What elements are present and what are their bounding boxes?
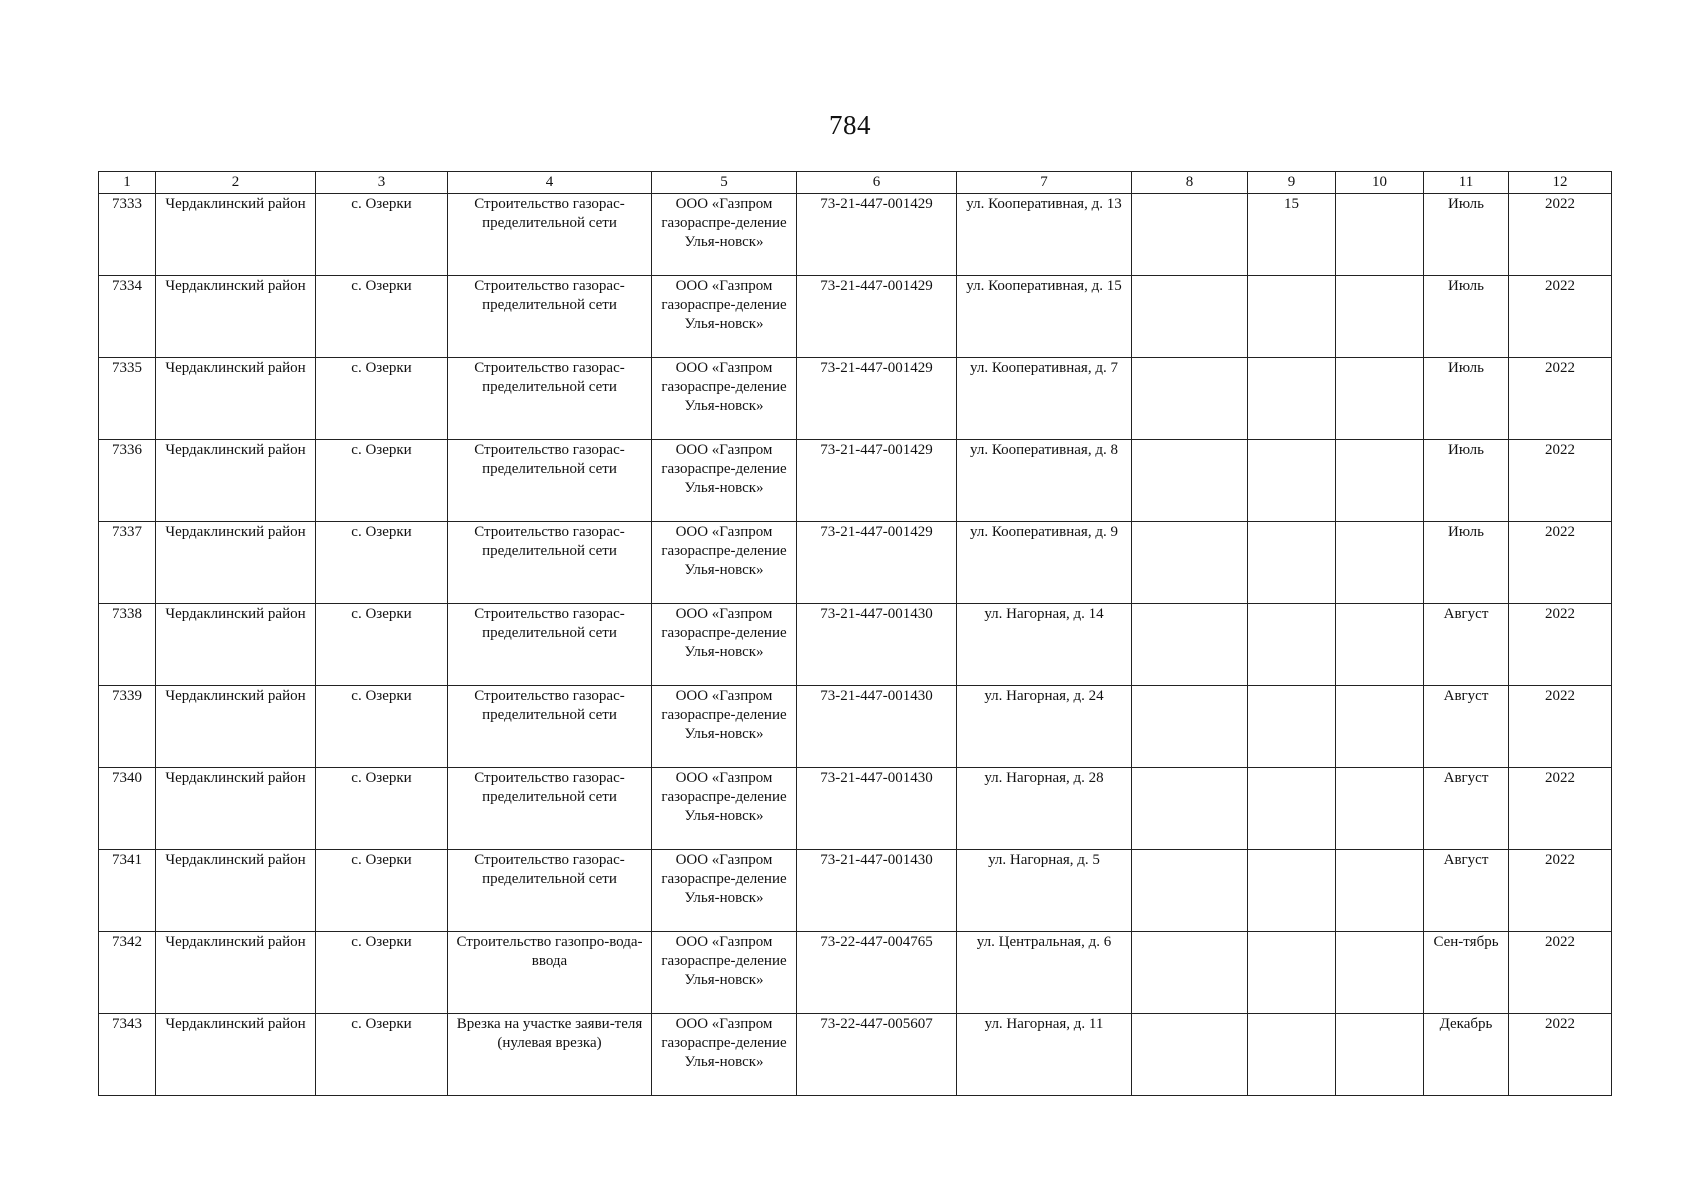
cell-organization: [652, 850, 797, 932]
cell-text: с. Озерки: [351, 278, 412, 294]
cell-registration-number: [797, 850, 957, 932]
cell-col-10: [1336, 358, 1424, 440]
cell-text: ул. Центральная, д. 6: [976, 934, 1112, 950]
cell-text: ул. Кооперативная, д. 9: [970, 524, 1118, 540]
cell-registration-number: [797, 604, 957, 686]
cell-col-8: [1132, 850, 1248, 932]
cell-text: 7339: [112, 688, 142, 704]
cell-text: с. Озерки: [351, 442, 412, 458]
cell-organization: [652, 768, 797, 850]
cell-district: [156, 276, 316, 358]
cell-text: ул. Нагорная, д. 11: [984, 1016, 1104, 1032]
cell-text: Чердаклинский район: [165, 442, 306, 458]
cell-text: 73-21-447-001430: [820, 852, 933, 868]
cell-text: ООО «Газпром газораспре-деление Улья-новск»: [661, 442, 787, 496]
cell-text: 7333: [112, 196, 142, 212]
cell-text: Строительство газорас-пределительной сети: [474, 196, 625, 231]
cell-text: Врезка на участке заяви-теля (нулевая врезка): [456, 1016, 643, 1051]
cell-text: ул. Нагорная, д. 5: [988, 852, 1100, 868]
cell-text: Чердаклинский район: [165, 770, 306, 786]
cell-address: [957, 1014, 1132, 1096]
cell-district: [156, 686, 316, 768]
cell-address: [957, 850, 1132, 932]
cell-text: с. Озерки: [351, 688, 412, 704]
cell-year: [1509, 850, 1612, 932]
cell-text: Чердаклинский район: [165, 360, 306, 376]
cell-text: Август: [1443, 688, 1489, 704]
cell-year: [1509, 932, 1612, 1014]
cell-district: [156, 522, 316, 604]
cell-text: 7342: [112, 934, 142, 950]
cell-text: Чердаклинский район: [165, 934, 306, 950]
cell-row-number: [99, 276, 156, 358]
cell-text: ул. Нагорная, д. 14: [984, 606, 1104, 622]
cell-registration-number: [797, 276, 957, 358]
cell-text: с. Озерки: [351, 524, 412, 540]
cell-col-9: [1248, 522, 1336, 604]
table-body: [99, 194, 1612, 1096]
cell-text: 2022: [1545, 770, 1575, 786]
cell-text: Чердаклинский район: [165, 852, 306, 868]
cell-col-9: [1248, 604, 1336, 686]
cell-row-number: [99, 194, 156, 276]
cell-registration-number: [797, 194, 957, 276]
cell-work-description: [448, 358, 652, 440]
cell-text: с. Озерки: [351, 1016, 412, 1032]
cell-month: [1424, 686, 1509, 768]
cell-organization: [652, 604, 797, 686]
table-row: [99, 276, 1612, 358]
cell-year: [1509, 522, 1612, 604]
cell-address: [957, 522, 1132, 604]
cell-col-10: [1336, 440, 1424, 522]
table-row: [99, 686, 1612, 768]
cell-work-description: [448, 440, 652, 522]
cell-registration-number: [797, 932, 957, 1014]
cell-month: [1424, 1014, 1509, 1096]
cell-text: 2022: [1545, 1016, 1575, 1032]
cell-text: Июль: [1448, 524, 1484, 540]
cell-col-8: [1132, 522, 1248, 604]
cell-text: ул. Кооперативная, д. 13: [966, 196, 1122, 212]
cell-text: Чердаклинский район: [165, 278, 306, 294]
column-header: 9: [1248, 172, 1336, 194]
table-row: [99, 850, 1612, 932]
cell-text: ул. Кооперативная, д. 8: [970, 442, 1118, 458]
cell-month: [1424, 194, 1509, 276]
cell-district: [156, 1014, 316, 1096]
table-row: [99, 194, 1612, 276]
cell-col-10: [1336, 1014, 1424, 1096]
cell-text: Чердаклинский район: [165, 688, 306, 704]
cell-text: 73-21-447-001429: [820, 442, 933, 458]
cell-district: [156, 604, 316, 686]
cell-text: 7341: [112, 852, 142, 868]
cell-settlement: [316, 276, 448, 358]
data-table: [98, 171, 1612, 1096]
column-header: 2: [156, 172, 316, 194]
cell-text: Строительство газорас-пределительной сети: [474, 524, 625, 559]
cell-month: [1424, 932, 1509, 1014]
cell-text: ООО «Газпром газораспре-деление Улья-новск»: [661, 278, 787, 332]
cell-text: с. Озерки: [351, 770, 412, 786]
cell-settlement: [316, 194, 448, 276]
cell-work-description: [448, 194, 652, 276]
cell-work-description: [448, 1014, 652, 1096]
cell-text: 73-21-447-001429: [820, 524, 933, 540]
cell-col-8: [1132, 358, 1248, 440]
cell-settlement: [316, 604, 448, 686]
cell-col-9: [1248, 194, 1336, 276]
cell-text: Строительство газорас-пределительной сети: [474, 770, 625, 805]
cell-month: [1424, 440, 1509, 522]
cell-col-8: [1132, 604, 1248, 686]
cell-col-9: [1248, 1014, 1336, 1096]
cell-organization: [652, 194, 797, 276]
cell-settlement: [316, 850, 448, 932]
cell-year: [1509, 686, 1612, 768]
cell-col-9: [1248, 358, 1336, 440]
cell-text: 7337: [112, 524, 142, 540]
cell-text: с. Озерки: [351, 606, 412, 622]
cell-text: 7338: [112, 606, 142, 622]
cell-text: ООО «Газпром газораспре-деление Улья-новск»: [661, 770, 787, 824]
cell-col-10: [1336, 768, 1424, 850]
table-row: [99, 522, 1612, 604]
cell-text: 73-21-447-001429: [820, 278, 933, 294]
column-header: 5: [652, 172, 797, 194]
cell-text: Июль: [1448, 360, 1484, 376]
cell-text: с. Озерки: [351, 852, 412, 868]
cell-text: 2022: [1545, 688, 1575, 704]
cell-district: [156, 194, 316, 276]
cell-organization: [652, 686, 797, 768]
column-header: 11: [1424, 172, 1509, 194]
cell-row-number: [99, 604, 156, 686]
cell-text: 7334: [112, 278, 142, 294]
cell-work-description: [448, 522, 652, 604]
cell-col-8: [1132, 686, 1248, 768]
cell-address: [957, 194, 1132, 276]
cell-col-10: [1336, 604, 1424, 686]
cell-text: Август: [1443, 852, 1489, 868]
cell-district: [156, 358, 316, 440]
cell-year: [1509, 604, 1612, 686]
cell-text: ул. Кооперативная, д. 7: [970, 360, 1118, 376]
cell-col-10: [1336, 932, 1424, 1014]
cell-row-number: [99, 768, 156, 850]
cell-text: 2022: [1545, 278, 1575, 294]
cell-text: 15: [1284, 196, 1299, 212]
cell-text: Июль: [1448, 196, 1484, 212]
cell-col-10: [1336, 686, 1424, 768]
cell-text: 73-21-447-001430: [820, 606, 933, 622]
cell-text: Август: [1443, 770, 1489, 786]
cell-text: Строительство газорас-пределительной сети: [474, 852, 625, 887]
page-number: 784: [829, 110, 871, 140]
cell-text: Июль: [1448, 442, 1484, 458]
cell-col-10: [1336, 194, 1424, 276]
cell-work-description: [448, 686, 652, 768]
cell-text: Июль: [1448, 278, 1484, 294]
cell-organization: [652, 932, 797, 1014]
cell-text: 7336: [112, 442, 142, 458]
cell-text: Строительство газорас-пределительной сети: [474, 360, 625, 395]
cell-text: с. Озерки: [351, 196, 412, 212]
cell-text: Декабрь: [1439, 1016, 1493, 1032]
table-row: [99, 1014, 1612, 1096]
cell-text: Чердаклинский район: [165, 196, 306, 212]
table-row: [99, 932, 1612, 1014]
cell-row-number: [99, 686, 156, 768]
cell-year: [1509, 440, 1612, 522]
cell-text: Строительство газорас-пределительной сети: [474, 278, 625, 313]
cell-col-8: [1132, 768, 1248, 850]
cell-text: ул. Кооперативная, д. 15: [966, 278, 1122, 294]
cell-registration-number: [797, 1014, 957, 1096]
cell-work-description: [448, 604, 652, 686]
cell-col-10: [1336, 276, 1424, 358]
cell-text: Строительство газорас-пределительной сети: [474, 442, 625, 477]
cell-settlement: [316, 440, 448, 522]
cell-text: Чердаклинский район: [165, 606, 306, 622]
cell-row-number: [99, 1014, 156, 1096]
cell-col-8: [1132, 440, 1248, 522]
cell-text: с. Озерки: [351, 360, 412, 376]
cell-col-10: [1336, 850, 1424, 932]
cell-text: Строительство газорас-пределительной сети: [474, 606, 625, 641]
cell-row-number: [99, 932, 156, 1014]
cell-organization: [652, 522, 797, 604]
cell-district: [156, 768, 316, 850]
cell-settlement: [316, 686, 448, 768]
header-row: [99, 172, 1612, 194]
cell-registration-number: [797, 686, 957, 768]
cell-text: ул. Нагорная, д. 28: [984, 770, 1104, 786]
cell-text: 7343: [112, 1016, 142, 1032]
cell-address: [957, 358, 1132, 440]
cell-settlement: [316, 932, 448, 1014]
cell-district: [156, 440, 316, 522]
cell-text: ул. Нагорная, д. 24: [984, 688, 1104, 704]
column-header: 8: [1132, 172, 1248, 194]
cell-text: 2022: [1545, 934, 1575, 950]
cell-text: Сен-тябрь: [1433, 934, 1499, 950]
cell-month: [1424, 604, 1509, 686]
cell-registration-number: [797, 768, 957, 850]
column-header: 3: [316, 172, 448, 194]
cell-text: ООО «Газпром газораспре-деление Улья-новск»: [661, 606, 787, 660]
cell-col-9: [1248, 686, 1336, 768]
cell-col-9: [1248, 768, 1336, 850]
column-header: 4: [448, 172, 652, 194]
cell-organization: [652, 1014, 797, 1096]
column-header: 12: [1509, 172, 1612, 194]
cell-text: ООО «Газпром газораспре-деление Улья-новск»: [661, 196, 787, 250]
cell-text: 73-22-447-005607: [820, 1016, 933, 1032]
cell-work-description: [448, 768, 652, 850]
cell-text: ООО «Газпром газораспре-деление Улья-новск»: [661, 1016, 787, 1070]
cell-text: 2022: [1545, 360, 1575, 376]
cell-work-description: [448, 276, 652, 358]
cell-text: Строительство газопро-вода-ввода: [456, 934, 643, 969]
cell-month: [1424, 768, 1509, 850]
cell-organization: [652, 276, 797, 358]
cell-text: 7340: [112, 770, 142, 786]
cell-text: 73-21-447-001429: [820, 196, 933, 212]
table-row: [99, 358, 1612, 440]
cell-organization: [652, 358, 797, 440]
cell-year: [1509, 358, 1612, 440]
cell-text: Чердаклинский район: [165, 1016, 306, 1032]
cell-text: с. Озерки: [351, 934, 412, 950]
cell-row-number: [99, 358, 156, 440]
cell-text: Строительство газорас-пределительной сети: [474, 688, 625, 723]
cell-text: 2022: [1545, 524, 1575, 540]
cell-year: [1509, 276, 1612, 358]
cell-col-10: [1336, 522, 1424, 604]
cell-month: [1424, 522, 1509, 604]
cell-col-8: [1132, 1014, 1248, 1096]
cell-row-number: [99, 850, 156, 932]
table-header: [99, 172, 1612, 194]
column-header: 6: [797, 172, 957, 194]
cell-address: [957, 276, 1132, 358]
cell-col-9: [1248, 440, 1336, 522]
cell-text: Август: [1443, 606, 1489, 622]
cell-text: 7335: [112, 360, 142, 376]
cell-col-8: [1132, 276, 1248, 358]
table-row: [99, 768, 1612, 850]
cell-address: [957, 932, 1132, 1014]
cell-text: ООО «Газпром газораспре-деление Улья-новск»: [661, 934, 787, 988]
cell-settlement: [316, 522, 448, 604]
cell-work-description: [448, 932, 652, 1014]
cell-address: [957, 686, 1132, 768]
cell-work-description: [448, 850, 652, 932]
cell-month: [1424, 276, 1509, 358]
cell-address: [957, 440, 1132, 522]
cell-text: ООО «Газпром газораспре-деление Улья-новск»: [661, 688, 787, 742]
cell-col-8: [1132, 932, 1248, 1014]
cell-registration-number: [797, 358, 957, 440]
cell-text: ООО «Газпром газораспре-деление Улья-новск»: [661, 852, 787, 906]
cell-settlement: [316, 1014, 448, 1096]
cell-text: 73-21-447-001430: [820, 770, 933, 786]
cell-settlement: [316, 768, 448, 850]
cell-year: [1509, 1014, 1612, 1096]
column-header: 1: [99, 172, 156, 194]
cell-district: [156, 850, 316, 932]
cell-col-8: [1132, 194, 1248, 276]
cell-text: ООО «Газпром газораспре-деление Улья-новск»: [661, 360, 787, 414]
cell-address: [957, 768, 1132, 850]
cell-organization: [652, 440, 797, 522]
cell-text: 2022: [1545, 852, 1575, 868]
cell-text: 73-22-447-004765: [820, 934, 933, 950]
table-row: [99, 440, 1612, 522]
cell-month: [1424, 850, 1509, 932]
cell-text: Чердаклинский район: [165, 524, 306, 540]
cell-col-9: [1248, 850, 1336, 932]
cell-text: 2022: [1545, 606, 1575, 622]
cell-text: 73-21-447-001429: [820, 360, 933, 376]
cell-month: [1424, 358, 1509, 440]
cell-year: [1509, 194, 1612, 276]
table-row: [99, 604, 1612, 686]
cell-settlement: [316, 358, 448, 440]
cell-district: [156, 932, 316, 1014]
cell-col-9: [1248, 276, 1336, 358]
cell-row-number: [99, 522, 156, 604]
cell-address: [957, 604, 1132, 686]
cell-registration-number: [797, 522, 957, 604]
cell-col-9: [1248, 932, 1336, 1014]
cell-year: [1509, 768, 1612, 850]
cell-text: 2022: [1545, 442, 1575, 458]
cell-text: 73-21-447-001430: [820, 688, 933, 704]
cell-text: ООО «Газпром газораспре-деление Улья-новск»: [661, 524, 787, 578]
cell-registration-number: [797, 440, 957, 522]
column-header: 7: [957, 172, 1132, 194]
cell-text: 2022: [1545, 196, 1575, 212]
column-header: 10: [1336, 172, 1424, 194]
cell-row-number: [99, 440, 156, 522]
